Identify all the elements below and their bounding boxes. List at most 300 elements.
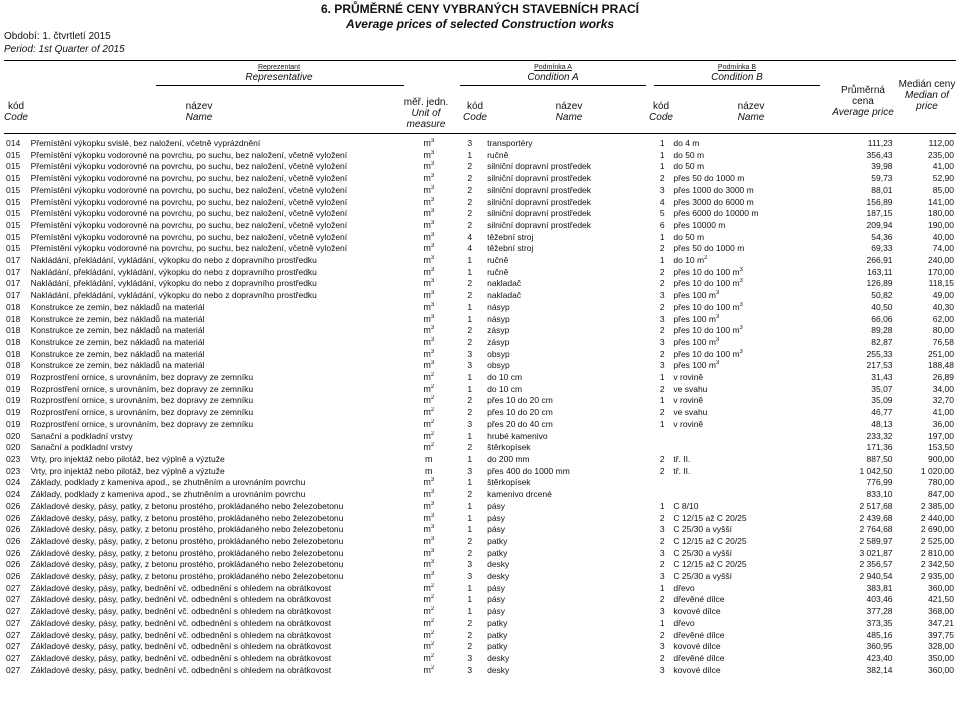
cell-unit [403, 477, 454, 489]
cell-name-b [671, 559, 829, 571]
code-text: 027 [6, 664, 21, 675]
header-condition-a: Podmínka A Condition A [527, 64, 579, 83]
cell-code [4, 606, 29, 618]
divider [654, 85, 820, 86]
cell-name-b [671, 501, 829, 513]
unit-exponent: 3 [430, 535, 435, 542]
cell-code-a [454, 419, 485, 431]
cell-average-price [829, 395, 895, 407]
cell-code-b [653, 290, 671, 302]
cell-average-price [829, 442, 895, 454]
cell-name-b [671, 384, 829, 396]
code-text: 027 [6, 641, 21, 652]
cell-name-a [485, 630, 653, 642]
name-b-text: do 50 m [673, 149, 705, 160]
average-price: 373,35 [866, 617, 893, 628]
unit-text: m [423, 219, 431, 230]
unit-text: m [423, 173, 431, 184]
cell-median-price [895, 161, 956, 173]
cell-average-price [829, 630, 895, 642]
cell-name-a [485, 278, 653, 290]
cell-unit [403, 372, 454, 384]
code-b-text: 3 [659, 313, 665, 324]
cell-unit [403, 594, 454, 606]
cell-code-a [454, 384, 485, 396]
name-a-text: do 10 cm [487, 383, 523, 394]
unit-exponent: 3 [430, 325, 435, 332]
unit-exponent: 2 [430, 430, 435, 437]
unit-text: m [423, 138, 431, 148]
page-subtitle: Average prices of selected Construction works [345, 17, 615, 31]
unit-text: m [423, 582, 431, 593]
cell-name-a [485, 618, 653, 630]
cell-median-price [895, 641, 956, 653]
average-price: 35,09 [871, 395, 893, 406]
name-b-text: tř. II. [673, 465, 691, 476]
cell-average-price [829, 419, 895, 431]
table-row [4, 138, 956, 150]
code-a-text: 2 [467, 629, 473, 640]
cell-code [4, 290, 29, 302]
unit-text: m [423, 617, 431, 628]
code-text: 015 [6, 231, 21, 242]
page-title: 6. PRŮMĚRNÉ CENY VYBRANÝCH STAVEBNÍCH PRACÍ [320, 2, 640, 16]
cell-average-price [829, 489, 895, 501]
name-text: Základy, podklady z kameniva apod., se zhutněním a urovnáním povrchu [30, 489, 306, 500]
code-b-text: 5 [659, 208, 665, 219]
name-b-text: přes 10 do 100 m [673, 348, 740, 359]
table-row [4, 337, 956, 349]
average-price: 403,46 [866, 594, 893, 605]
cell-median-price [895, 325, 956, 337]
code-a-text: 2 [467, 290, 473, 301]
cell-code-b [653, 395, 671, 407]
median-price: 40,00 [932, 231, 954, 242]
median-price: 347,21 [928, 617, 954, 628]
cell-average-price [829, 325, 895, 337]
average-price: 2 356,57 [859, 559, 893, 570]
name-b-text: přes 100 m [673, 360, 716, 371]
name-b-text: do 10 m [673, 255, 705, 266]
table-row [4, 395, 956, 407]
table-row [4, 501, 956, 513]
cell-average-price [829, 360, 895, 372]
unit-exponent: 3 [430, 255, 435, 262]
cell-name-a [485, 290, 653, 302]
name-a-text: obsyp [487, 348, 510, 359]
name-b-text: do 50 m [673, 231, 705, 242]
cell-name-b [671, 337, 829, 349]
cell-code-a [454, 161, 485, 173]
cell-code-b [653, 185, 671, 197]
code-b-text: 2 [659, 652, 665, 663]
cell-median-price [895, 278, 956, 290]
code-a-text: 4 [467, 243, 473, 254]
cell-code-a [454, 618, 485, 630]
code-a-text: 3 [467, 571, 473, 582]
median-price: 112,00 [928, 138, 954, 148]
cell-name [29, 606, 404, 618]
cell-code [4, 185, 29, 197]
cell-unit [403, 349, 454, 361]
cell-median-price [895, 360, 956, 372]
name-a-text: patky [487, 641, 508, 652]
table-row [4, 419, 956, 431]
name-a-text: desky [487, 571, 510, 582]
cell-code [4, 559, 29, 571]
code-text: 015 [6, 184, 21, 195]
cell-name-a [485, 185, 653, 197]
average-price: 377,28 [866, 606, 893, 617]
cell-code-b [653, 278, 671, 290]
median-price: 900,00 [928, 453, 954, 464]
cell-average-price [829, 513, 895, 525]
cell-unit [403, 513, 454, 525]
cell-average-price [829, 208, 895, 220]
name-a-text: silniční dopravní prostředek [487, 184, 592, 195]
name-text: Rozprostření ornice, s urovnáním, bez dopravy ze zemníku [30, 383, 254, 394]
cell-name [29, 559, 404, 571]
cell-average-price [829, 501, 895, 513]
cell-unit [403, 524, 454, 536]
title-block [0, 0, 960, 31]
cell-name-b [671, 197, 829, 209]
cell-name [29, 161, 404, 173]
table-row [4, 431, 956, 443]
cell-name-b [671, 454, 829, 466]
name-b-text: v rovině [673, 418, 704, 429]
cell-median-price [895, 513, 956, 525]
header-name-b: název Name [737, 101, 765, 123]
name-text: Nakládání, překládání, vykládání, výkopku do nebo z dopravního prostředku [30, 255, 317, 266]
cell-median-price [895, 407, 956, 419]
name-text: Základy, podklady z kameniva apod., se zhutněním a urovnáním povrchu [30, 477, 306, 488]
divider [156, 85, 404, 86]
name-text: Přemístění výkopku vodorovné na povrchu, po suchu, bez naložení, včetně vyložení [30, 149, 348, 160]
cell-name [29, 325, 404, 337]
cell-code-a [454, 431, 485, 443]
cell-name-b [671, 466, 829, 478]
table-row [4, 208, 956, 220]
cell-code-b [653, 559, 671, 571]
code-b-text: 1 [659, 395, 665, 406]
cell-name-b [671, 618, 829, 630]
unit-text: m [423, 290, 431, 301]
cell-name-b [671, 548, 829, 560]
cell-average-price [829, 138, 895, 150]
cell-code [4, 384, 29, 396]
code-a-text: 3 [467, 664, 473, 675]
cell-unit [403, 665, 454, 677]
cell-code [4, 360, 29, 372]
cell-name-a [485, 255, 653, 267]
median-price: 350,00 [928, 652, 954, 663]
cell-code [4, 594, 29, 606]
cell-name-b [671, 442, 829, 454]
code-text: 017 [6, 278, 21, 289]
code-b-text: 1 [659, 161, 665, 172]
average-price: 39,98 [871, 161, 893, 172]
cell-code-a [454, 267, 485, 279]
name-a-text: desky [487, 652, 510, 663]
header-average: Průměrná cena Average price [832, 85, 894, 118]
cell-code-b [653, 360, 671, 372]
code-text: 027 [6, 582, 21, 593]
cell-code [4, 232, 29, 244]
average-price: 2 940,54 [859, 571, 893, 582]
cell-median-price [895, 454, 956, 466]
cell-unit [403, 466, 454, 478]
cell-code [4, 255, 29, 267]
table-row [4, 150, 956, 162]
code-a-text: 2 [467, 336, 473, 347]
name-b-text: dřevo [673, 582, 695, 593]
median-price: 26,89 [932, 372, 954, 383]
cell-average-price [829, 641, 895, 653]
cell-name-b [671, 653, 829, 665]
name-b-exponent: 3 [715, 290, 720, 297]
median-price: 41,00 [932, 407, 954, 418]
name-b-text: kovové dílce [673, 606, 721, 617]
code-text: 019 [6, 372, 21, 383]
code-b-text: 3 [659, 606, 665, 617]
code-a-text: 2 [467, 173, 473, 184]
unit-exponent: 3 [430, 243, 435, 250]
cell-name-a [485, 548, 653, 560]
average-price: 485,16 [866, 629, 893, 640]
code-a-text: 1 [467, 313, 473, 324]
cell-code-a [454, 454, 485, 466]
unit-text: m [423, 547, 431, 558]
cell-name-b [671, 220, 829, 232]
code-a-text: 2 [467, 535, 473, 546]
name-a-text: pásy [487, 500, 506, 511]
cell-name-a [485, 524, 653, 536]
name-b-exponent: 3 [739, 278, 743, 285]
median-price: 170,00 [928, 266, 954, 277]
name-b-text: přes 100 m [673, 290, 716, 301]
cell-average-price [829, 594, 895, 606]
code-a-text: 2 [467, 278, 473, 289]
name-text: Vrty, pro injektáž nebo pilotáž, bez výplně a výztuže [30, 465, 225, 476]
cell-code [4, 489, 29, 501]
cell-median-price [895, 208, 956, 220]
cell-code-b [653, 161, 671, 173]
cell-median-price [895, 665, 956, 677]
name-b-text: C 12/15 až C 20/25 [673, 559, 747, 570]
cell-average-price [829, 197, 895, 209]
cell-code-b [653, 548, 671, 560]
cell-code-a [454, 665, 485, 677]
cell-code-a [454, 594, 485, 606]
cell-code-b [653, 314, 671, 326]
name-text: Základové desky, pásy, patky, z betonu prostého, prokládaného nebo železobetonu [30, 500, 344, 511]
name-b-text: přes 100 m [673, 313, 716, 324]
cell-code-a [454, 630, 485, 642]
name-b-text: C 25/30 a vyšší [673, 547, 732, 558]
unit-exponent: 3 [430, 231, 435, 238]
cell-name-a [485, 232, 653, 244]
average-price: 776,99 [866, 477, 893, 488]
cell-median-price [895, 442, 956, 454]
cell-name-a [485, 395, 653, 407]
median-price: 368,00 [928, 606, 954, 617]
code-b-text: 2 [659, 629, 665, 640]
cell-name-b [671, 513, 829, 525]
average-price: 111,23 [867, 138, 893, 148]
name-a-text: silniční dopravní prostředek [487, 161, 592, 172]
table-row [4, 594, 956, 606]
table-row [4, 161, 956, 173]
cell-median-price [895, 536, 956, 548]
name-b-text: C 25/30 a vyšší [673, 524, 732, 535]
median-price: 74,00 [932, 243, 954, 254]
cell-name-a [485, 653, 653, 665]
code-a-text: 2 [467, 489, 473, 500]
name-b-text: přes 10 do 100 m [673, 266, 740, 277]
name-b-text: přes 10 do 100 m [673, 325, 740, 336]
cell-name [29, 477, 404, 489]
cell-name [29, 150, 404, 162]
table-body [4, 138, 956, 676]
cell-code-b [653, 220, 671, 232]
name-a-text: zásyp [487, 336, 510, 347]
unit-text: m [423, 149, 431, 160]
code-b-text: 3 [659, 336, 665, 347]
unit-text: m [423, 313, 431, 324]
cell-unit [403, 208, 454, 220]
cell-code-b [653, 419, 671, 431]
cell-code-a [454, 314, 485, 326]
cell-average-price [829, 665, 895, 677]
table-row [4, 325, 956, 337]
code-text: 018 [6, 301, 21, 312]
unit-exponent: 3 [430, 149, 435, 156]
unit-exponent: 3 [430, 161, 435, 168]
cell-name-b [671, 395, 829, 407]
name-b-text: ve svahu [673, 407, 708, 418]
code-a-text: 2 [467, 395, 473, 406]
cell-name-b [671, 630, 829, 642]
average-price: 40,50 [871, 301, 893, 312]
cell-median-price [895, 501, 956, 513]
cell-unit [403, 641, 454, 653]
cell-code-a [454, 197, 485, 209]
median-price: 197,00 [928, 430, 954, 441]
median-price: 251,00 [928, 348, 954, 359]
average-price: 356,43 [866, 149, 893, 160]
table-row [4, 232, 956, 244]
cell-name [29, 419, 404, 431]
code-text: 020 [6, 442, 21, 453]
code-text: 015 [6, 173, 21, 184]
name-b-text: přes 10 do 100 m [673, 278, 740, 289]
cell-code [4, 302, 29, 314]
cell-name [29, 618, 404, 630]
cell-average-price [829, 278, 895, 290]
cell-name [29, 571, 404, 583]
average-price: 35,07 [871, 383, 893, 394]
name-text: Přemístění výkopku vodorovné na povrchu, po suchu, bez naložení, včetně vyložení [30, 161, 348, 172]
cell-unit [403, 220, 454, 232]
cell-name-b [671, 641, 829, 653]
cell-average-price [829, 173, 895, 185]
code-a-text: 2 [467, 641, 473, 652]
average-price: 46,77 [871, 407, 893, 418]
code-a-text: 1 [467, 500, 473, 511]
code-text: 026 [6, 571, 21, 582]
table-row [4, 653, 956, 665]
average-price: 383,81 [866, 582, 893, 593]
cell-code [4, 630, 29, 642]
code-text: 018 [6, 348, 21, 359]
cell-name-b [671, 524, 829, 536]
code-text: 015 [6, 161, 21, 172]
code-a-text: 1 [467, 149, 473, 160]
cell-average-price [829, 477, 895, 489]
name-b-text: dřevěné dílce [673, 594, 725, 605]
average-price: 833,10 [866, 489, 893, 500]
unit-text: m [423, 301, 431, 312]
unit-text: m [423, 524, 431, 535]
unit-text: m [423, 664, 431, 675]
name-text: Přemístění výkopku vodorovné na povrchu, po suchu, bez naložení, včetně vyložení [30, 208, 348, 219]
cell-median-price [895, 477, 956, 489]
name-b-exponent: 2 [704, 255, 708, 262]
cell-code-b [653, 255, 671, 267]
cell-code-b [653, 384, 671, 396]
cell-name [29, 372, 404, 384]
name-text: Rozprostření ornice, s urovnáním, bez dopravy ze zemníku [30, 407, 254, 418]
code-a-text: 1 [467, 372, 473, 383]
cell-name-a [485, 489, 653, 501]
unit-text: m [423, 407, 431, 418]
name-b-text: přes 50 do 1000 m [673, 173, 745, 184]
cell-code [4, 314, 29, 326]
name-text: Rozprostření ornice, s urovnáním, bez dopravy ze zemníku [30, 418, 254, 429]
average-price: 233,32 [866, 430, 893, 441]
cell-name-b [671, 372, 829, 384]
code-text: 027 [6, 606, 21, 617]
header-unit: měř. jedn. Unit of measure [403, 97, 449, 130]
code-text: 019 [6, 383, 21, 394]
cell-average-price [829, 290, 895, 302]
cell-average-price [829, 161, 895, 173]
code-a-text: 2 [467, 161, 473, 172]
average-price: 887,50 [866, 453, 893, 464]
cell-code [4, 197, 29, 209]
code-text: 015 [6, 149, 21, 160]
code-b-text: 3 [659, 290, 665, 301]
cell-code-b [653, 208, 671, 220]
name-text: Vrty, pro injektáž nebo pilotáž, bez výplně a výztuže [30, 453, 225, 464]
cell-median-price [895, 419, 956, 431]
unit-text: m [423, 512, 431, 523]
cell-name-b [671, 173, 829, 185]
median-price: 49,00 [932, 290, 954, 301]
name-a-text: přes 20 do 40 cm [487, 418, 553, 429]
name-text: Základové desky, pásy, patky, z betonu prostého, prokládaného nebo železobetonu [30, 535, 344, 546]
name-text: Konstrukce ze zemin, bez nákladů na materiál [30, 348, 205, 359]
cell-name-b [671, 594, 829, 606]
median-price: 41,00 [932, 161, 954, 172]
average-price: 423,40 [866, 652, 893, 663]
cell-median-price [895, 384, 956, 396]
name-text: Nakládání, překládání, vykládání, výkopku do nebo z dopravního prostředku [30, 266, 317, 277]
cell-median-price [895, 138, 956, 150]
cell-median-price [895, 232, 956, 244]
cell-name [29, 665, 404, 677]
